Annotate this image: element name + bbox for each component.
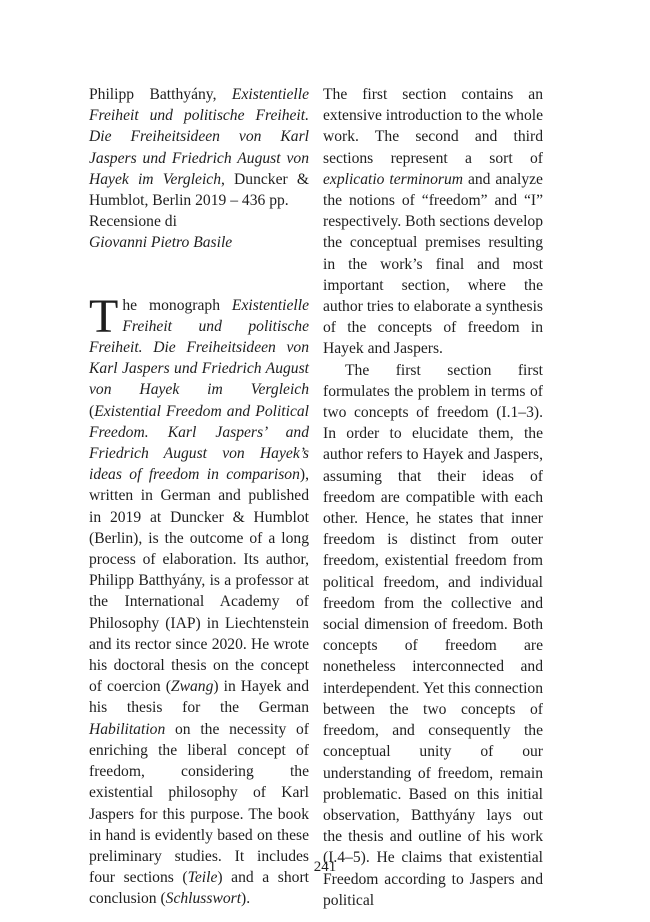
italic-term: Zwang	[170, 678, 214, 696]
paragraph-1	[323, 84, 543, 360]
drop-cap: T	[89, 289, 119, 343]
book-publisher: , Duncker & Humblot, Berlin 2019 – 436 pp.	[89, 170, 309, 210]
body-text: and analyze the notions of “freedom” and “I” respectively. Both sections develop the conceptual premises resulting in the work’s final and most important section, where the author tries to elaborate a synthesis of the concepts of freedom in Hayek and Jaspers.	[323, 170, 543, 358]
intro-paragraph	[89, 289, 309, 910]
italic-translation: Existential Freedom and Political Freedom. Karl Jaspers’ and Friedrich August von Hayek’s ideas of freedom in comparison	[89, 402, 309, 484]
italic-term: Habilitation	[89, 720, 166, 738]
italic-term: explicatio terminorum	[323, 170, 464, 188]
review-byline	[89, 211, 309, 253]
body-text: The first section contains an extensive introduction to the whole work. The second and third sections represent a sort of	[323, 86, 543, 167]
italic-term: Schlusswort	[165, 890, 242, 908]
body-text: he monograph	[122, 296, 232, 314]
body-text: ), written in German and published in 2019 at Duncker & Humblot (Berlin), is the outcome of a long process of elaboration. Its author, Philipp Batthyány, is a professor at the International Academy of Philosophy (IAP) in Liechtenstein and its rector since 2020. He wrote his doctoral thesis on the concept of coercion (	[89, 466, 309, 696]
book-reference	[89, 84, 309, 211]
book-author: Philipp Batthyány,	[89, 86, 217, 103]
body-text: ) in Hayek and his thesis for the German	[89, 678, 309, 717]
italic-term: Teile	[187, 869, 218, 887]
review-label: Recensione di	[89, 213, 177, 231]
italic-title: Existentielle Freiheit und politische Freiheit. Die Freiheitsideen von Karl Jaspers und Friedrich August von Hayek im Vergleich	[89, 296, 309, 399]
body-text: on the necessity of enriching the liberal concept of freedom, considering the existential philosophy of Karl Jaspers for this purpose. The book in hand is evidently based on these preliminary studies. It includes four sections (	[89, 720, 309, 887]
body-text: ).	[241, 890, 251, 908]
left-column	[89, 84, 309, 910]
body-text: (	[89, 402, 95, 420]
page-number: 241	[313, 859, 337, 875]
paragraph-2: The first section first formulates the problem in terms of two concepts of freedom (I.1–3). In order to elucidate them, the author refers to Hayek and Jaspers, assuming that their ideas of freedom are compatible with each other. Hence, he states that inner freedom is distinct from outer freedom, existential freedom from political freedom, and individual freedom from the collective and social dimension of freedom. Both concepts of freedom are nonetheless interconnected and interdependent. Yet this connection between the two concepts of freedom, and consequently the conceptual unity of our understanding of freedom, remain problematic. Based on this initial observation, Batthyány lays out the thesis and outline of his work (I.4–5). He claims that existential Freedom according to Jaspers and political	[323, 361, 543, 909]
body-text: ) and a short conclusion (	[89, 869, 309, 908]
book-title: Existentielle Freiheit und politische Freiheit. Die Freiheitsideen von Karl Jaspers und Friedrich August von Hayek im Vergleich	[89, 86, 309, 188]
reviewer-name: Giovanni Pietro Basile	[89, 234, 233, 252]
right-column	[323, 84, 543, 911]
